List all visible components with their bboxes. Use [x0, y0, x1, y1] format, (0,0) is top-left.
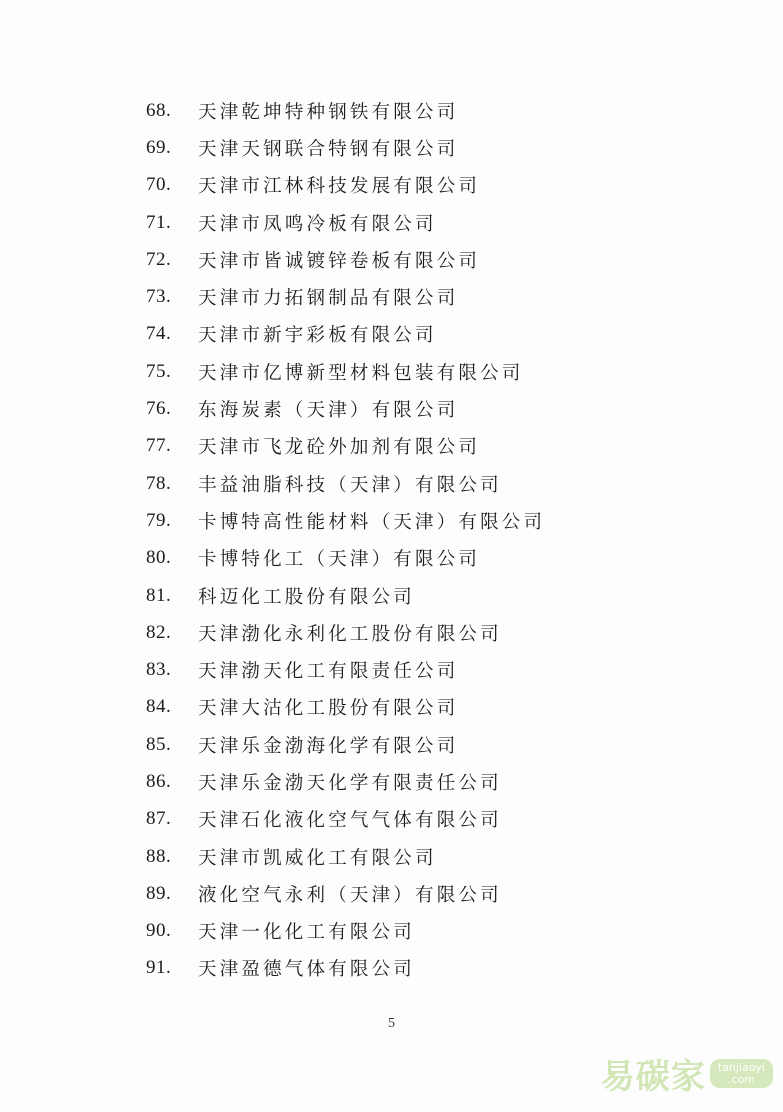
item-number: 81.: [146, 584, 172, 606]
item-number: 71.: [146, 211, 172, 233]
company-name: 东海炭素（天津）有限公司: [198, 400, 459, 422]
item-number: 79.: [146, 509, 172, 531]
item-number: 75.: [146, 360, 172, 382]
company-name: 天津盈德气体有限公司: [198, 959, 416, 981]
company-list: [146, 92, 746, 987]
item-number: 85.: [146, 733, 172, 755]
watermark-brand: 易碳家: [600, 1057, 706, 1097]
watermark-domain-line2: .com: [727, 1073, 755, 1086]
page-number: 5: [388, 1016, 395, 1031]
item-number: 76.: [146, 398, 172, 420]
company-name: 天津天钢联合特钢有限公司: [198, 138, 459, 160]
list-item: [146, 465, 746, 502]
item-number: 89.: [146, 882, 172, 904]
list-item: [146, 390, 746, 427]
watermark-domain-badge: [710, 1059, 773, 1088]
item-number: 82.: [146, 621, 172, 643]
company-name: 天津乾坤特种钢铁有限公司: [198, 101, 459, 123]
list-item: [146, 353, 746, 390]
list-item: [146, 651, 746, 688]
list-item: [146, 614, 746, 651]
company-name: 卡博特高性能材料（天津）有限公司: [198, 511, 546, 533]
item-number: 68.: [146, 99, 172, 121]
list-item: [146, 689, 746, 726]
list-item: [146, 278, 746, 315]
item-number: 73.: [146, 286, 172, 308]
company-name: 天津市亿博新型材料包装有限公司: [198, 362, 524, 384]
company-name: 天津市凤鸣冷板有限公司: [198, 213, 437, 235]
watermark: [601, 1049, 773, 1098]
list-item: [146, 204, 746, 241]
list-item: [146, 913, 746, 950]
company-name: 卡博特化工（天津）有限公司: [198, 549, 481, 571]
company-name: 天津石化液化空气气体有限公司: [198, 810, 502, 832]
list-item: [146, 92, 746, 129]
company-name: 天津市皆诚镀锌卷板有限公司: [198, 250, 481, 272]
company-name: 天津大沽化工股份有限公司: [198, 698, 459, 720]
item-number: 80.: [146, 547, 172, 569]
item-number: 74.: [146, 323, 172, 345]
list-item: [146, 129, 746, 166]
list-item: [146, 167, 746, 204]
company-name: 丰益油脂科技（天津）有限公司: [198, 474, 502, 496]
list-item: [146, 502, 746, 539]
item-number: 69.: [146, 136, 172, 158]
list-item: [146, 577, 746, 614]
company-name: 天津市江林科技发展有限公司: [198, 176, 481, 198]
item-number: 87.: [146, 808, 172, 830]
list-item: [146, 838, 746, 875]
item-number: 78.: [146, 472, 172, 494]
company-name: 天津市飞龙砼外加剂有限公司: [198, 437, 481, 459]
item-number: 84.: [146, 696, 172, 718]
list-item: [146, 875, 746, 912]
watermark-domain-line1: tanjiaoyi: [717, 1061, 765, 1074]
item-number: 90.: [146, 920, 172, 942]
company-name: 天津乐金渤海化学有限公司: [198, 735, 459, 757]
item-number: 72.: [146, 248, 172, 270]
company-name: 天津渤天化工有限责任公司: [198, 661, 459, 683]
list-item: [146, 316, 746, 353]
company-name: 天津乐金渤天化学有限责任公司: [198, 772, 502, 794]
company-name: 液化空气永利（天津）有限公司: [198, 884, 502, 906]
company-name: 天津市力拓钢制品有限公司: [198, 288, 459, 310]
item-number: 77.: [146, 435, 172, 457]
company-name: 天津市新宇彩板有限公司: [198, 325, 437, 347]
list-item: [146, 726, 746, 763]
list-item: [146, 540, 746, 577]
item-number: 88.: [146, 845, 172, 867]
company-name: 科迈化工股份有限公司: [198, 586, 416, 608]
company-name: 天津市凯威化工有限公司: [198, 847, 437, 869]
company-name: 天津渤化永利化工股份有限公司: [198, 623, 502, 645]
list-item: [146, 801, 746, 838]
item-number: 91.: [146, 957, 172, 979]
item-number: 83.: [146, 659, 172, 681]
list-item: [146, 241, 746, 278]
item-number: 70.: [146, 174, 172, 196]
item-number: 86.: [146, 770, 172, 792]
list-item: [146, 950, 746, 987]
list-item: [146, 763, 746, 800]
list-item: [146, 428, 746, 465]
company-name: 天津一化化工有限公司: [198, 922, 416, 944]
